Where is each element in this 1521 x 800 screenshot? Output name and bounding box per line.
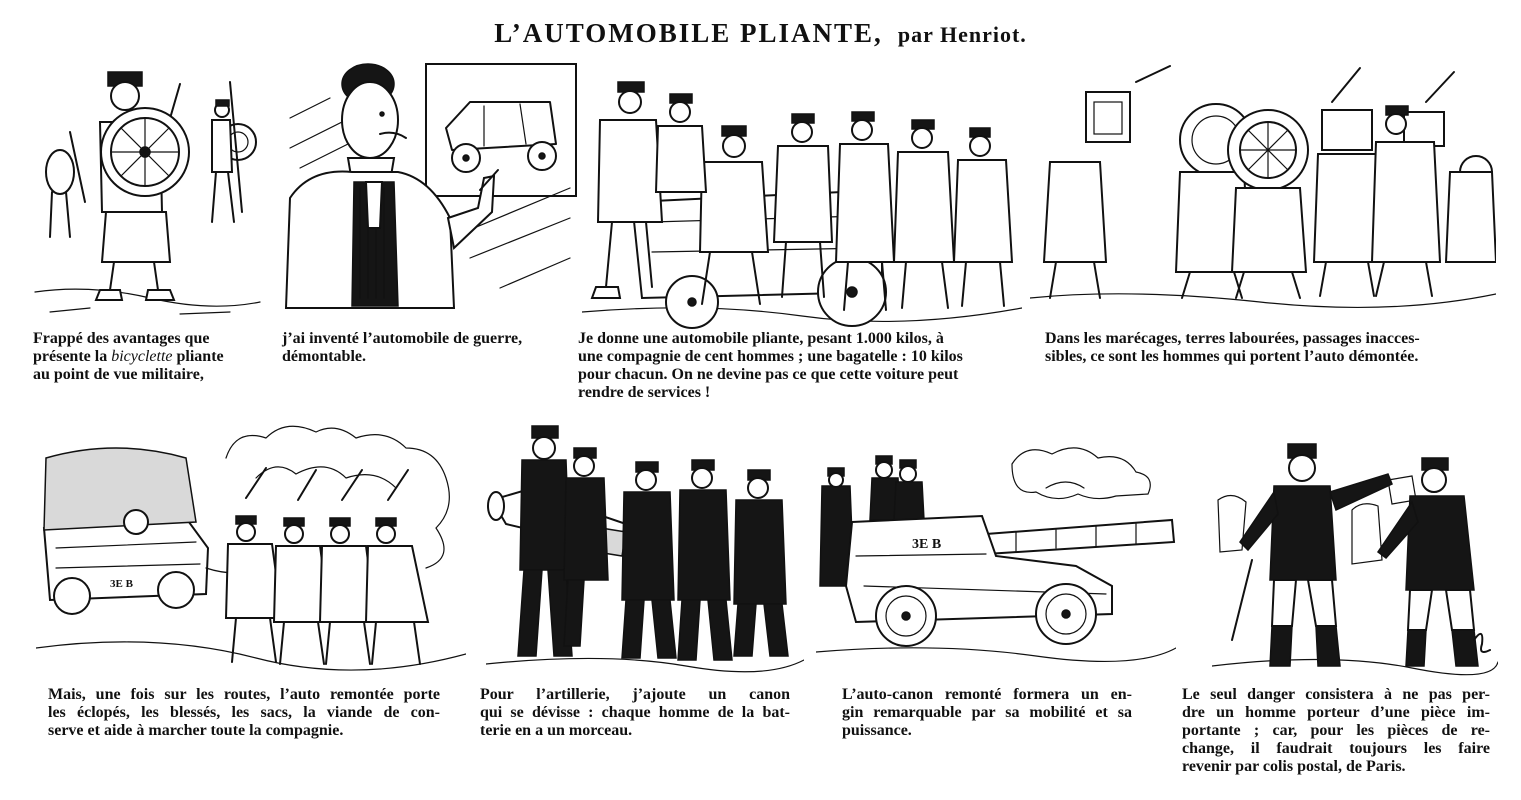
soldiers-carrying-car-parts-icon [1030, 62, 1496, 312]
panel-3-illustration [582, 72, 1022, 330]
armored-auto-cannon-icon [816, 436, 1176, 668]
officers-arguing-icon [1212, 440, 1498, 680]
panel-6-illustration [486, 420, 804, 676]
caption-line: Mais, une fois sur les routes, l’auto remontée porte [48, 686, 440, 703]
caption-line: Je donne une automobile pliante, pesant 1.000 kilos, à [578, 330, 944, 347]
vehicle-marking: 3E B [912, 537, 942, 552]
caption-line: serve et aide à marcher toute la compagnie. [48, 722, 344, 739]
comic-title [0, 18, 1521, 49]
caption-line: Le seul danger consistera à ne pas per- [1182, 686, 1490, 703]
caption-panel-5 [48, 686, 440, 740]
title-main: L’AUTOMOBILE PLIANTE, [494, 18, 883, 48]
soldiers-assembling-cannon-icon [486, 420, 804, 676]
caption-line: qui se dévisse : chaque homme de la bat- [480, 704, 790, 721]
auto-pulling-soldiers-icon [36, 418, 466, 680]
caption-line: présente la bicyclette pliante [33, 348, 224, 365]
panel-7-illustration [816, 436, 1176, 668]
caption-line: terie en a un morceau. [480, 722, 633, 739]
vehicle-marking-auto: 3E B [110, 578, 133, 590]
caption-line: Frappé des avantages que [33, 330, 210, 347]
caption-line: change, il faudrait toujours les faire [1182, 740, 1490, 757]
panel-1-illustration [30, 62, 265, 324]
soldiers-carrying-folding-bicycles-icon [30, 62, 265, 324]
caption-line: Pour l’artillerie, j’ajoute un canon [480, 686, 790, 703]
caption-line: les éclopés, les blessés, les sacs, la viande de con- [48, 704, 440, 721]
panel-2-illustration [270, 58, 582, 326]
caption-line: au point de vue militaire, [33, 366, 204, 383]
caption-panel-1 [33, 330, 258, 384]
caption-line: portante ; car, pour les pièces de re- [1182, 722, 1490, 739]
caption-panel-4 [1045, 330, 1495, 366]
caption-line: rendre de services ! [578, 384, 711, 401]
panel-5-illustration [36, 418, 466, 680]
caption-line: une compagnie de cent hommes ; une bagatelle : 10 kilos [578, 348, 963, 365]
caption-line: Dans les marécages, terres labourées, passages inacces- [1045, 330, 1420, 347]
caption-panel-8 [1182, 686, 1490, 776]
caption-line: puissance. [842, 722, 912, 739]
caption-panel-7 [842, 686, 1132, 740]
caption-panel-2 [282, 330, 562, 366]
caption-line: revenir par colis postal, de Paris. [1182, 758, 1406, 775]
inventor-presenting-car-drawing-icon [270, 58, 582, 326]
caption-line: démontable. [282, 348, 366, 365]
soldiers-dismantling-car-icon [582, 72, 1022, 330]
caption-line: L’auto-canon remonté formera un en- [842, 686, 1132, 703]
panel-4-illustration [1030, 62, 1496, 312]
caption-line: dre un homme porteur d’une pièce im- [1182, 704, 1490, 721]
caption-line: pour chacun. On ne devine pas ce que cette voiture peut [578, 366, 959, 383]
caption-panel-3 [578, 330, 1018, 402]
title-author: par Henriot. [897, 22, 1027, 47]
caption-panel-6 [480, 686, 790, 740]
caption-line: j’ai inventé l’automobile de guerre, [282, 330, 523, 347]
caption-emphasis: bicyclette [111, 348, 173, 365]
panel-8-illustration [1212, 440, 1498, 680]
caption-line: sibles, ce sont les hommes qui portent l’auto démontée. [1045, 348, 1419, 365]
caption-line: gin remarquable par sa mobilité et sa [842, 704, 1132, 721]
